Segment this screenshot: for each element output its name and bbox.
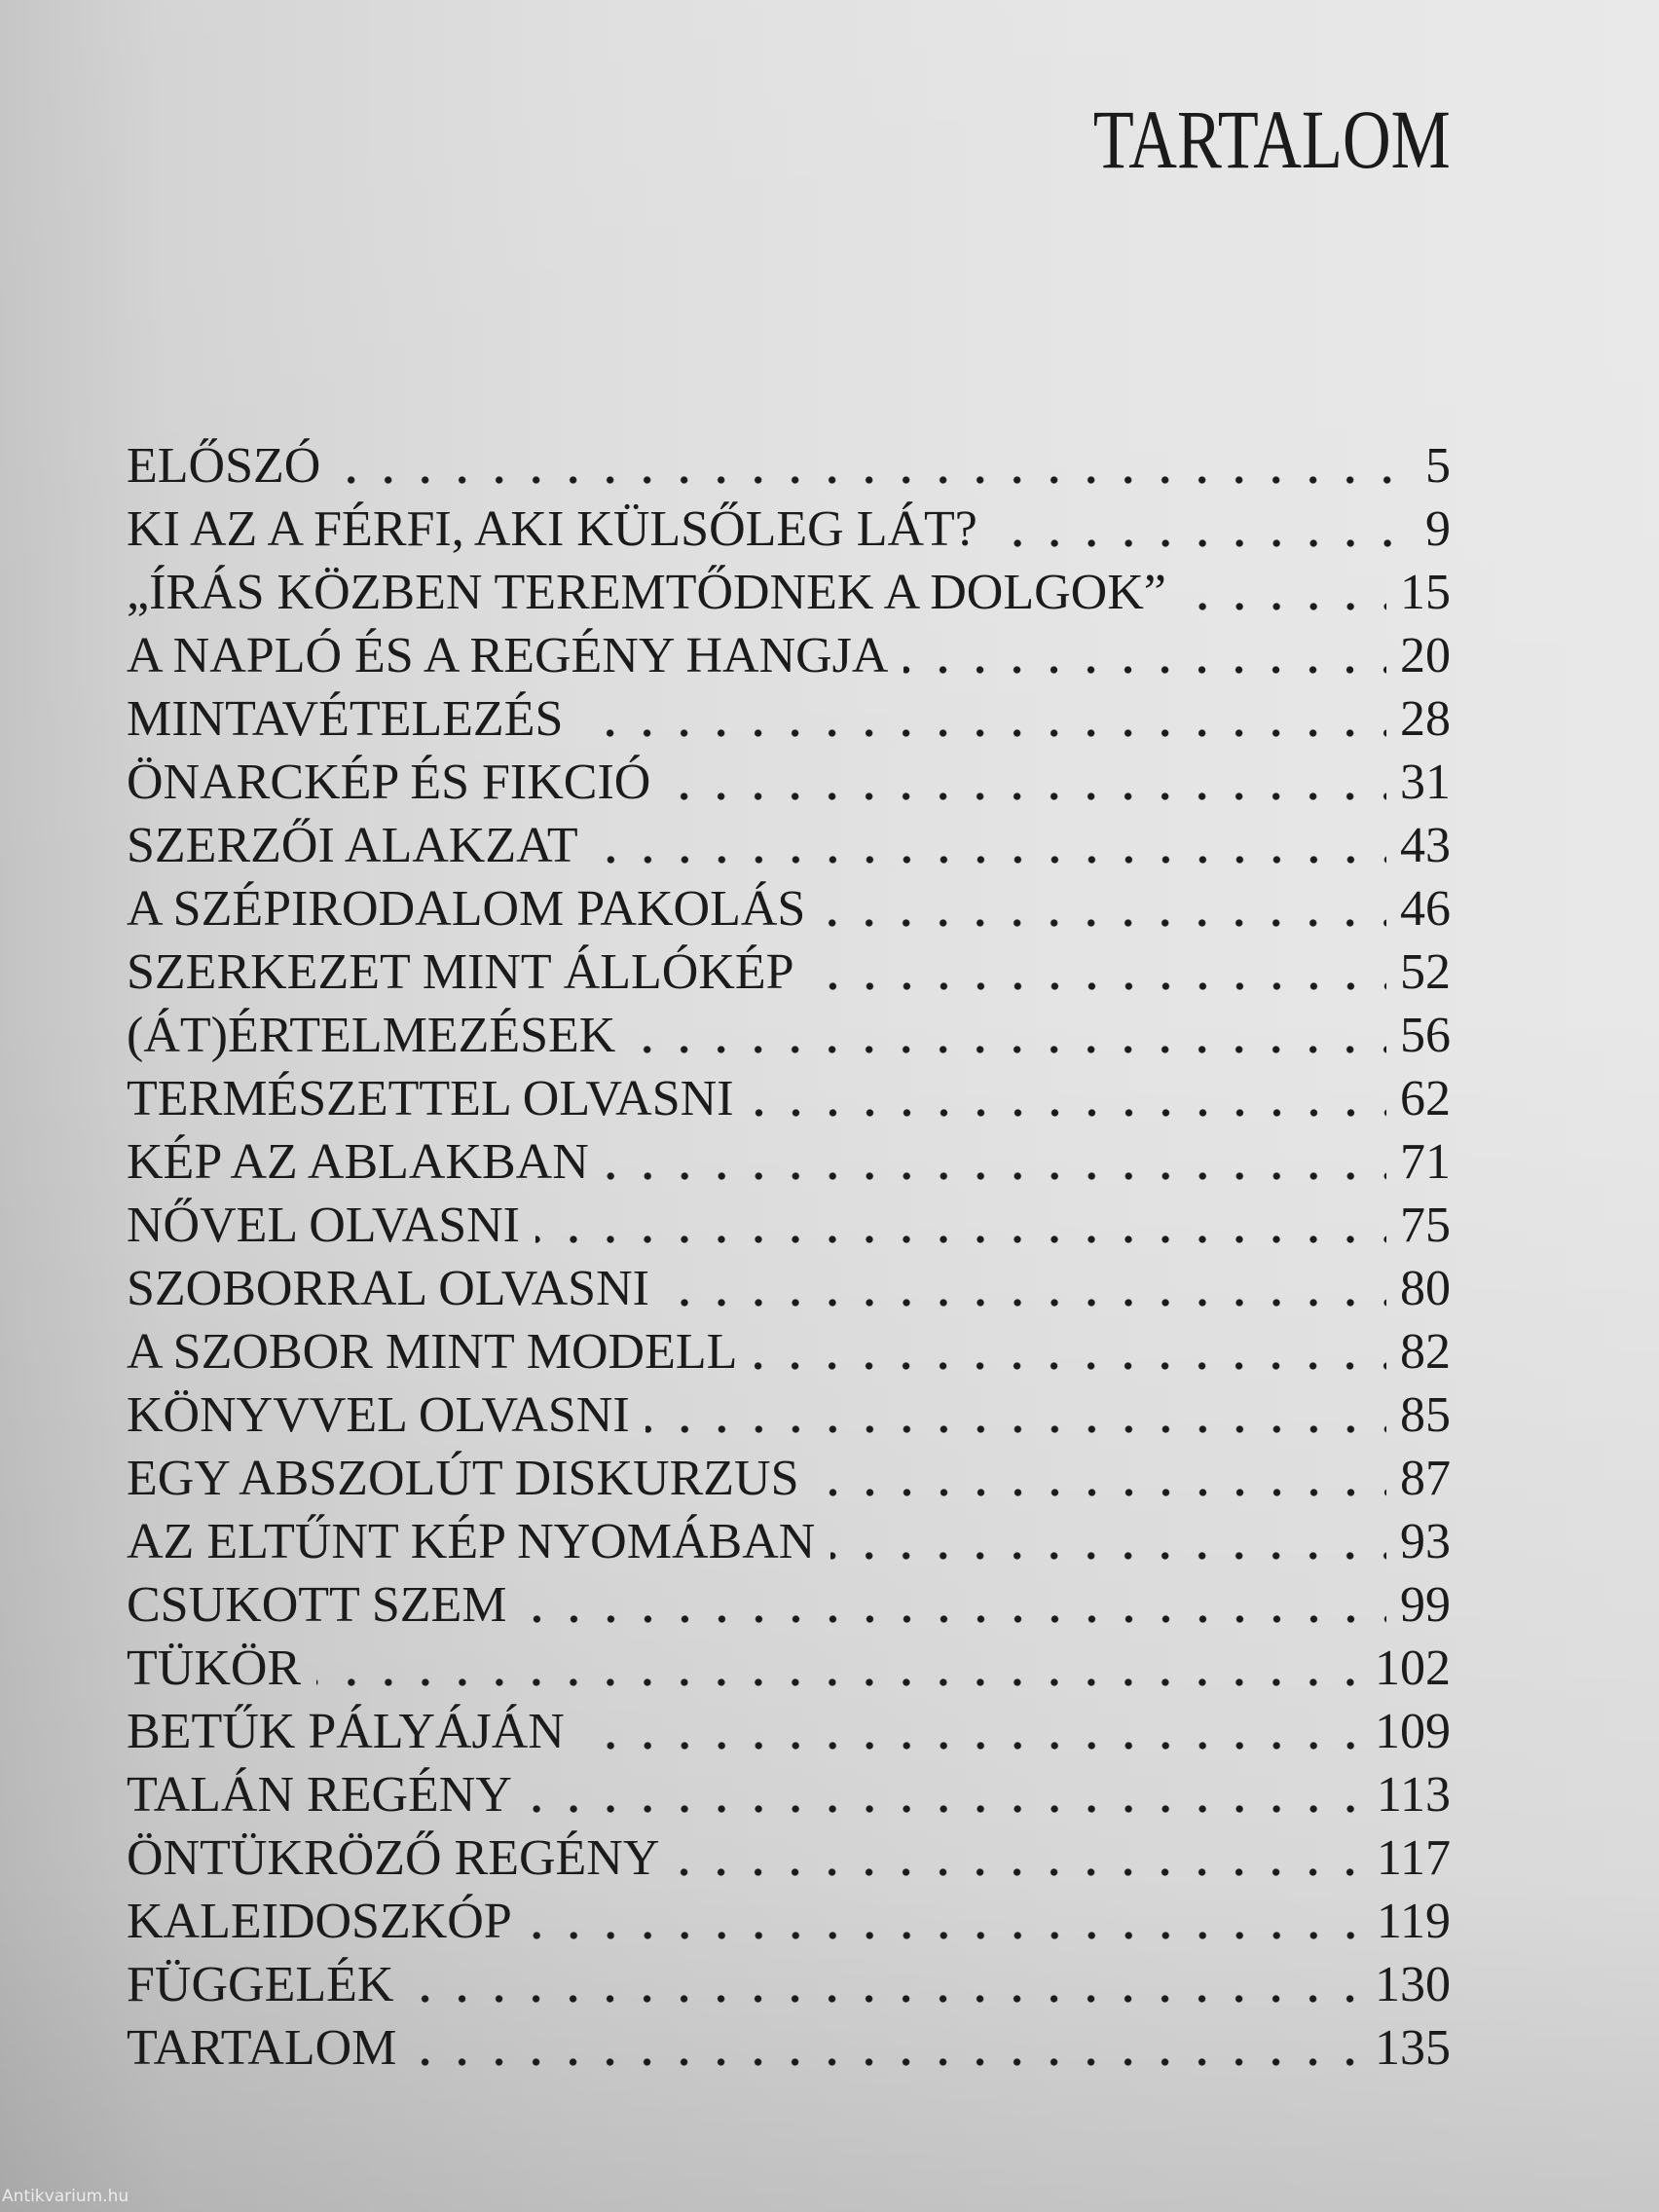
dot-leader	[578, 729, 1386, 737]
toc-entry-page: 80	[1400, 1261, 1451, 1316]
toc-entry-title: TALÁN REGÉNY	[127, 1767, 512, 1823]
toc-entry-title: A SZOBOR MINT MODELL	[127, 1324, 738, 1380]
toc-entry-title: NŐVEL OLVASNI	[127, 1198, 520, 1253]
toc-entry-title: SZERKEZET MINT ÁLLÓKÉP	[127, 944, 794, 1000]
toc-entry	[127, 751, 1451, 814]
toc-entry-page: 82	[1400, 1324, 1451, 1380]
dot-leader	[666, 793, 1386, 800]
toc-entry-title: SZERZŐI ALAKZAT	[127, 818, 578, 873]
toc-entry-title: EGY ABSZOLÚT DISKURZUS	[127, 1451, 799, 1506]
dot-leader	[753, 1362, 1386, 1370]
table-of-contents	[127, 434, 1451, 2080]
dot-leader	[605, 1172, 1386, 1180]
dot-leader	[815, 1489, 1387, 1496]
toc-entry-page: 62	[1400, 1071, 1451, 1126]
dot-leader	[580, 1742, 1361, 1750]
dot-leader	[830, 1552, 1386, 1560]
toc-entry-title: FÜGGELÉK	[127, 1957, 394, 2012]
toc-entry-page: 102	[1375, 1641, 1451, 1696]
toc-entry	[127, 434, 1451, 498]
dot-leader	[528, 1805, 1363, 1813]
toc-entry	[127, 2016, 1451, 2080]
toc-entry-title: ÖNARCKÉP ÉS FIKCIÓ	[127, 755, 651, 810]
toc-entry-page: 56	[1400, 1008, 1451, 1063]
toc-entry-page: 87	[1400, 1451, 1451, 1506]
toc-entry	[127, 1447, 1451, 1510]
toc-entry-page: 135	[1375, 2020, 1451, 2076]
toc-entry-title: KÉP AZ ABLAKBAN	[127, 1134, 589, 1190]
toc-entry-page: 28	[1400, 691, 1451, 747]
toc-entry-page: 46	[1400, 881, 1451, 937]
toc-entry-title: „ÍRÁS KÖZBEN TEREMTŐDNEK A DOLGOK”	[127, 565, 1166, 620]
toc-entry-title: A SZÉPIRODALOM PAKOLÁS	[127, 881, 806, 937]
dot-leader	[631, 1046, 1386, 1053]
dot-leader	[821, 919, 1386, 927]
dot-leader	[336, 476, 1412, 484]
toc-entry-page: 20	[1400, 628, 1451, 683]
dot-leader	[535, 1235, 1386, 1243]
toc-entry-page: 113	[1376, 1767, 1451, 1823]
toc-entry	[127, 814, 1451, 877]
toc-entry	[127, 498, 1451, 561]
toc-entry-page: 52	[1400, 944, 1451, 1000]
dot-leader	[665, 1299, 1386, 1307]
toc-entry-page: 109	[1375, 1704, 1451, 1759]
toc-entry	[127, 1763, 1451, 1826]
dot-leader	[594, 856, 1386, 864]
toc-entry	[127, 1890, 1451, 1953]
toc-entry	[127, 1700, 1451, 1763]
page-title: TARTALOM	[1092, 92, 1451, 186]
toc-entry	[127, 1004, 1451, 1067]
toc-entry	[127, 624, 1451, 687]
dot-leader	[993, 539, 1412, 547]
dot-leader	[903, 666, 1386, 674]
toc-entry-title: KALEIDOSZKÓP	[127, 1894, 512, 1949]
dot-leader	[528, 1932, 1363, 1939]
dot-leader	[409, 1995, 1361, 2003]
dot-leader	[1182, 603, 1386, 610]
toc-entry-title: A NAPLÓ ÉS A REGÉNY HANGJA	[127, 628, 889, 683]
toc-entry-page: 99	[1400, 1577, 1451, 1633]
toc-entry-page: 15	[1400, 565, 1451, 620]
toc-entry-page: 71	[1400, 1134, 1451, 1190]
toc-entry-title: MINTAVÉTELEZÉS	[127, 691, 564, 747]
toc-entry	[127, 1257, 1451, 1320]
toc-entry	[127, 1637, 1451, 1700]
toc-entry-title: KI AZ A FÉRFI, AKI KÜLSŐLEG LÁT?	[127, 501, 977, 557]
toc-entry-title: TERMÉSZETTEL OLVASNI	[127, 1071, 734, 1126]
toc-entry-page: 130	[1375, 1957, 1451, 2012]
dot-leader	[750, 1109, 1386, 1117]
toc-entry	[127, 940, 1451, 1004]
toc-entry-title: (ÁT)ÉRTELMEZÉSEK	[127, 1008, 616, 1063]
toc-entry-title: KÖNYVVEL OLVASNI	[127, 1387, 630, 1443]
toc-entry-title: CSUKOTT SZEM	[127, 1577, 507, 1633]
watermark: Antikvarium.hu	[2, 2187, 129, 2206]
toc-entry-title: ÖNTÜKRÖZŐ REGÉNY	[127, 1830, 660, 1886]
toc-entry-title: TÜKÖR	[127, 1641, 302, 1696]
toc-entry-title: AZ ELTŰNT KÉP NYOMÁBAN	[127, 1514, 816, 1569]
toc-entry-page: 43	[1400, 818, 1451, 873]
toc-entry	[127, 1510, 1451, 1573]
toc-entry-title: TARTALOM	[127, 2020, 397, 2076]
toc-entry	[127, 1826, 1451, 1890]
dot-leader	[523, 1615, 1386, 1623]
toc-entry-page: 5	[1425, 438, 1451, 494]
toc-entry	[127, 1067, 1451, 1130]
toc-entry	[127, 1194, 1451, 1257]
toc-entry-page: 117	[1376, 1830, 1451, 1886]
toc-entry	[127, 1320, 1451, 1383]
toc-entry-page: 93	[1400, 1514, 1451, 1569]
toc-entry	[127, 1383, 1451, 1447]
toc-entry	[127, 1953, 1451, 2016]
toc-entry	[127, 1573, 1451, 1637]
toc-entry	[127, 561, 1451, 624]
toc-entry	[127, 1130, 1451, 1194]
toc-entry-title: BETŰK PÁLYÁJÁN	[127, 1704, 565, 1759]
toc-entry-page: 31	[1400, 755, 1451, 810]
toc-entry	[127, 877, 1451, 940]
toc-entry-title: SZOBORRAL OLVASNI	[127, 1261, 649, 1316]
toc-entry-title: ELŐSZÓ	[127, 438, 321, 494]
dot-leader	[645, 1425, 1386, 1433]
dot-leader	[810, 982, 1386, 990]
dot-leader	[675, 1868, 1363, 1876]
toc-entry-page: 75	[1400, 1198, 1451, 1253]
toc-entry-page: 85	[1400, 1387, 1451, 1443]
toc-entry-page: 9	[1425, 501, 1451, 557]
toc-entry-page: 119	[1376, 1894, 1451, 1949]
dot-leader	[316, 1678, 1361, 1686]
dot-leader	[412, 2058, 1361, 2066]
toc-entry	[127, 687, 1451, 751]
